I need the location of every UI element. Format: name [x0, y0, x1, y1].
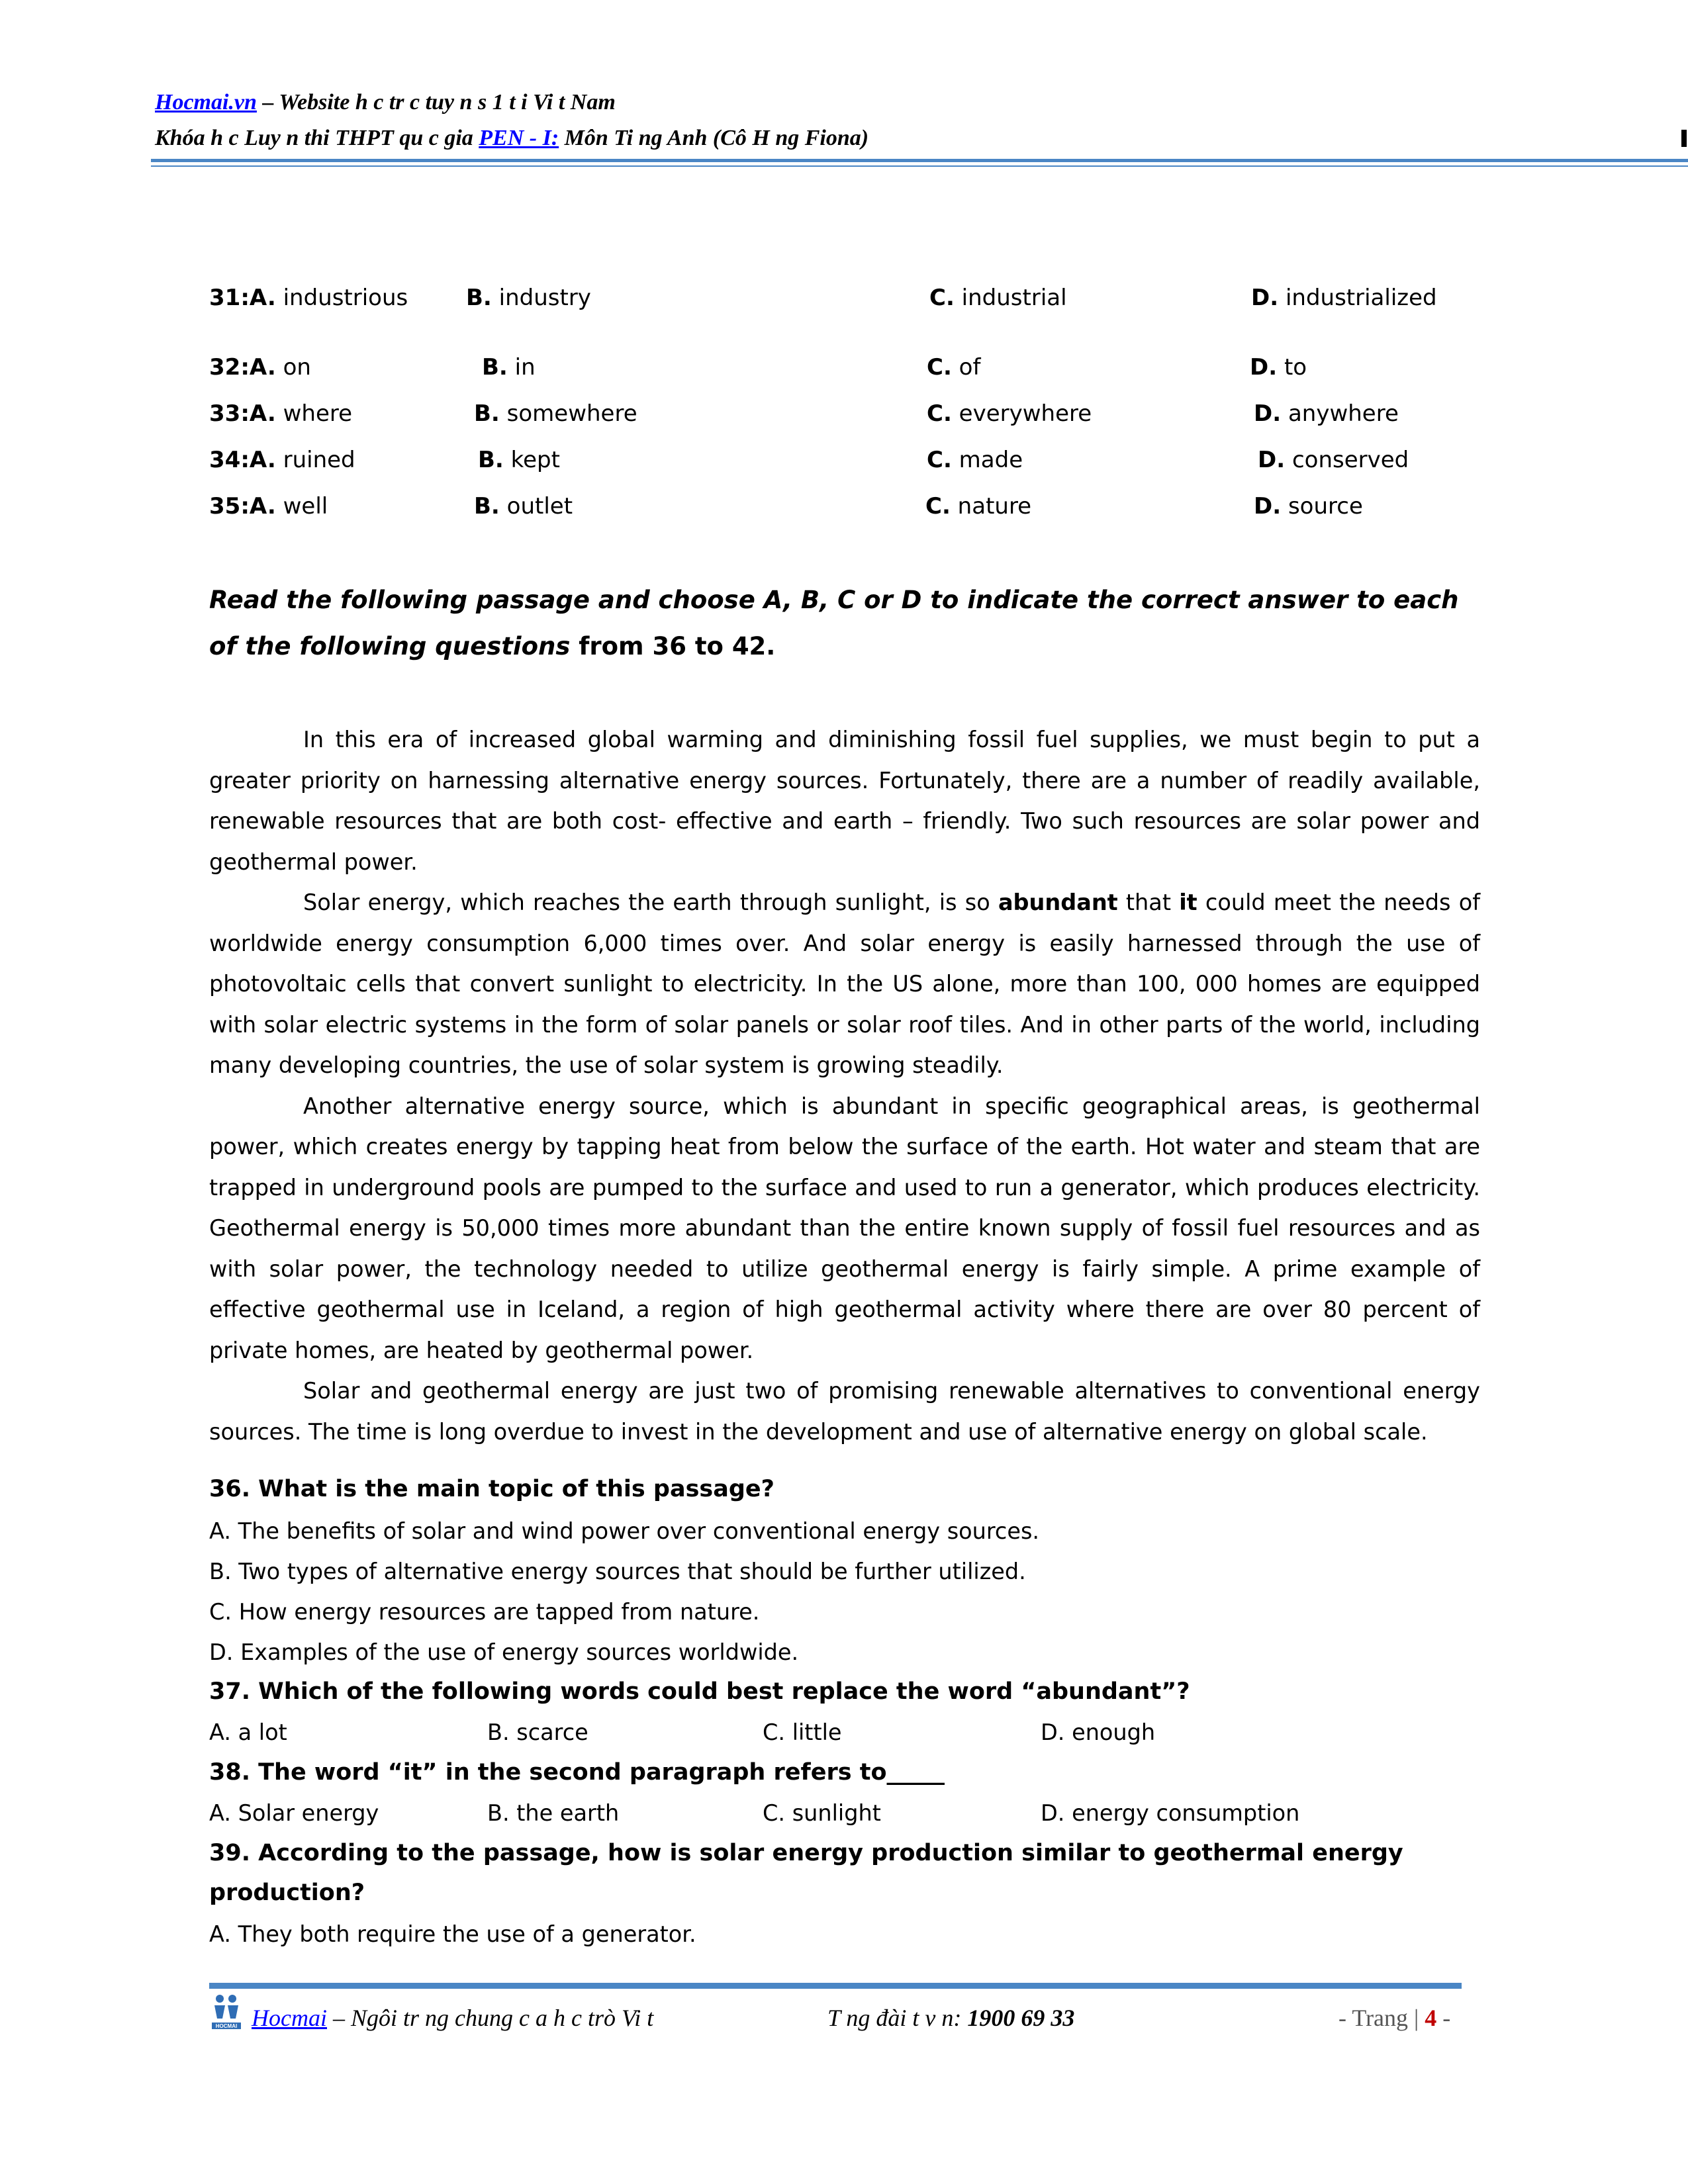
question-38: 38. The word “it” in the second paragraph refers to_____: [209, 1759, 945, 1786]
question-37: 37. Which of the following words could best replace the word “abundant”?: [209, 1678, 1190, 1705]
word-it: it: [1179, 889, 1197, 915]
question-38-option-b: B. the earth: [487, 1800, 620, 1826]
option-33-c: C. everywhere: [927, 400, 1092, 427]
reading-instruction: [209, 577, 1483, 670]
option-35-b: B. outlet: [474, 493, 573, 520]
instruction-italic: Read the following passage and choose A, B, C or D to indicate the correct answer to each of the following questions: [209, 586, 1459, 660]
question-39-option-a: A. They both require the use of a generator.: [209, 1921, 696, 1947]
question-37-option-c: C. little: [763, 1719, 842, 1745]
question-36-option-d: D. Examples of the use of energy sources worldwide.: [209, 1639, 799, 1665]
hotline-number: 1900 69 33: [967, 2005, 1075, 2031]
option-32-c: C. of: [927, 354, 981, 381]
course-prefix: Khóa h c Luy n thi THPT qu c gia: [155, 126, 479, 150]
header-course-line: [155, 126, 868, 151]
pen-link[interactable]: PEN - I:: [479, 126, 559, 150]
question-38-option-c: C. sunlight: [763, 1800, 881, 1826]
header-rule-thin: [151, 165, 1688, 167]
question-37-option-a: A. a lot: [209, 1719, 287, 1745]
question-38-option-a: A. Solar energy: [209, 1800, 379, 1826]
footer-rule: [209, 1983, 1462, 1989]
question-36-option-c: C. How energy resources are tapped from nature.: [209, 1599, 760, 1625]
question-39-line-1: 39. According to the passage, how is solar energy production similar to geothermal energy: [209, 1840, 1403, 1866]
course-suffix: Môn Ti ng Anh (Cô H ng Fiona): [559, 126, 869, 150]
question-37-option-b: B. scarce: [487, 1719, 588, 1745]
passage-paragraph-3: Another alternative energy source, which is abundant in specific geographical areas, is geothermal power, which creates energy by tapping heat from below the surface of the earth. Hot water and steam that are trapped in underground pools are pumped to the surface and used to run a generator, which produces electricity. Geothermal energy is 50,000 times more abundant than the entire known supply of fossil fuel resources and as with solar power, the technology needed to utilize geothermal energy is fairly simple. A prime example of effective geothermal use in Iceland, a region of high geothermal activity where there are over 80 percent of private homes, are heated by geothermal power.: [209, 1093, 1480, 1363]
hocmai-logo-icon: [211, 1993, 242, 2030]
option-31-d: D. industrialized: [1251, 285, 1437, 311]
option-33-a: 33:A. where: [209, 400, 353, 427]
question-39-line-2: production?: [209, 1880, 365, 1906]
option-34-d: D. conserved: [1258, 447, 1409, 473]
option-33-b: B. somewhere: [474, 400, 637, 427]
word-abundant: abundant: [998, 889, 1118, 915]
question-38-option-d: D. energy consumption: [1041, 1800, 1300, 1826]
header-cut-glyph: [1681, 130, 1687, 147]
option-33-d: D. anywhere: [1254, 400, 1399, 427]
footer-hocmai-link[interactable]: Hocmai: [252, 2005, 327, 2031]
header-tagline: – Website h c tr c tuy n s 1 t i Vi t Nam: [256, 90, 616, 114]
option-35-c: C. nature: [925, 493, 1032, 520]
hocmai-link[interactable]: Hocmai.vn: [155, 90, 257, 114]
question-36: 36. What is the main topic of this passage?: [209, 1476, 774, 1502]
footer-hotline: T ng đài t v n: 1900 69 33: [827, 2005, 1075, 2031]
question-36-option-b: B. Two types of alternative energy sources that should be further utilized.: [209, 1559, 1026, 1584]
header-rule-thick: [151, 159, 1688, 162]
option-31-b: B. industry: [466, 285, 591, 311]
passage-paragraph-2: Solar energy, which reaches the earth through sunlight, is so abundant that it could meet the needs of worldwide energy consumption 6,000 times over. And solar energy is easily harnessed through the use of photovoltaic cells that convert sunlight to electricity. In the US alone, more than 100, 000 homes are equipped with solar electric systems in the form of solar panels or solar roof tiles. And in other parts of the world, including many developing countries, the use of solar system is growing steadily.: [209, 889, 1480, 1078]
page-number-value: 4: [1425, 2005, 1437, 2031]
footer-tagline-line: [252, 2004, 653, 2032]
passage-paragraph-4: Solar and geothermal energy are just two of promising renewable alternatives to conventional energy sources. The time is long overdue to invest in the development and use of alternative energy on global scale.: [209, 1378, 1480, 1445]
option-35-a: 35:A. well: [209, 493, 328, 520]
footer-tagline: – Ngôi tr ng chung c a h c trò Vi t: [326, 2005, 654, 2031]
option-31-a: 31:A. industrious: [209, 285, 408, 311]
option-32-b: B. in: [482, 354, 536, 381]
reading-passage: [209, 719, 1480, 1452]
instruction-range: from 36 to 42.: [570, 632, 776, 660]
option-32-a: 32:A. on: [209, 354, 311, 381]
option-34-c: C. made: [927, 447, 1023, 473]
header-site-line: [155, 90, 616, 115]
question-37-option-d: D. enough: [1041, 1719, 1156, 1745]
option-34-b: B. kept: [478, 447, 560, 473]
option-34-a: 34:A. ruined: [209, 447, 355, 473]
question-36-option-a: A. The benefits of solar and wind power over conventional energy sources.: [209, 1518, 1040, 1544]
option-32-d: D. to: [1250, 354, 1307, 381]
option-35-d: D. source: [1254, 493, 1363, 520]
passage-paragraph-1: In this era of increased global warming and diminishing fossil fuel supplies, we must begin to put a greater priority on harnessing alternative energy sources. Fortunately, there are a number of readily available, renewable resources that are both cost- effective and earth – friendly. Two such resources are solar power and geothermal power.: [209, 727, 1480, 875]
logo-text: HOCMAI: [215, 2023, 238, 2029]
option-31-c: C. industrial: [929, 285, 1067, 311]
page-number: - Trang | 4 -: [1338, 2005, 1451, 2031]
